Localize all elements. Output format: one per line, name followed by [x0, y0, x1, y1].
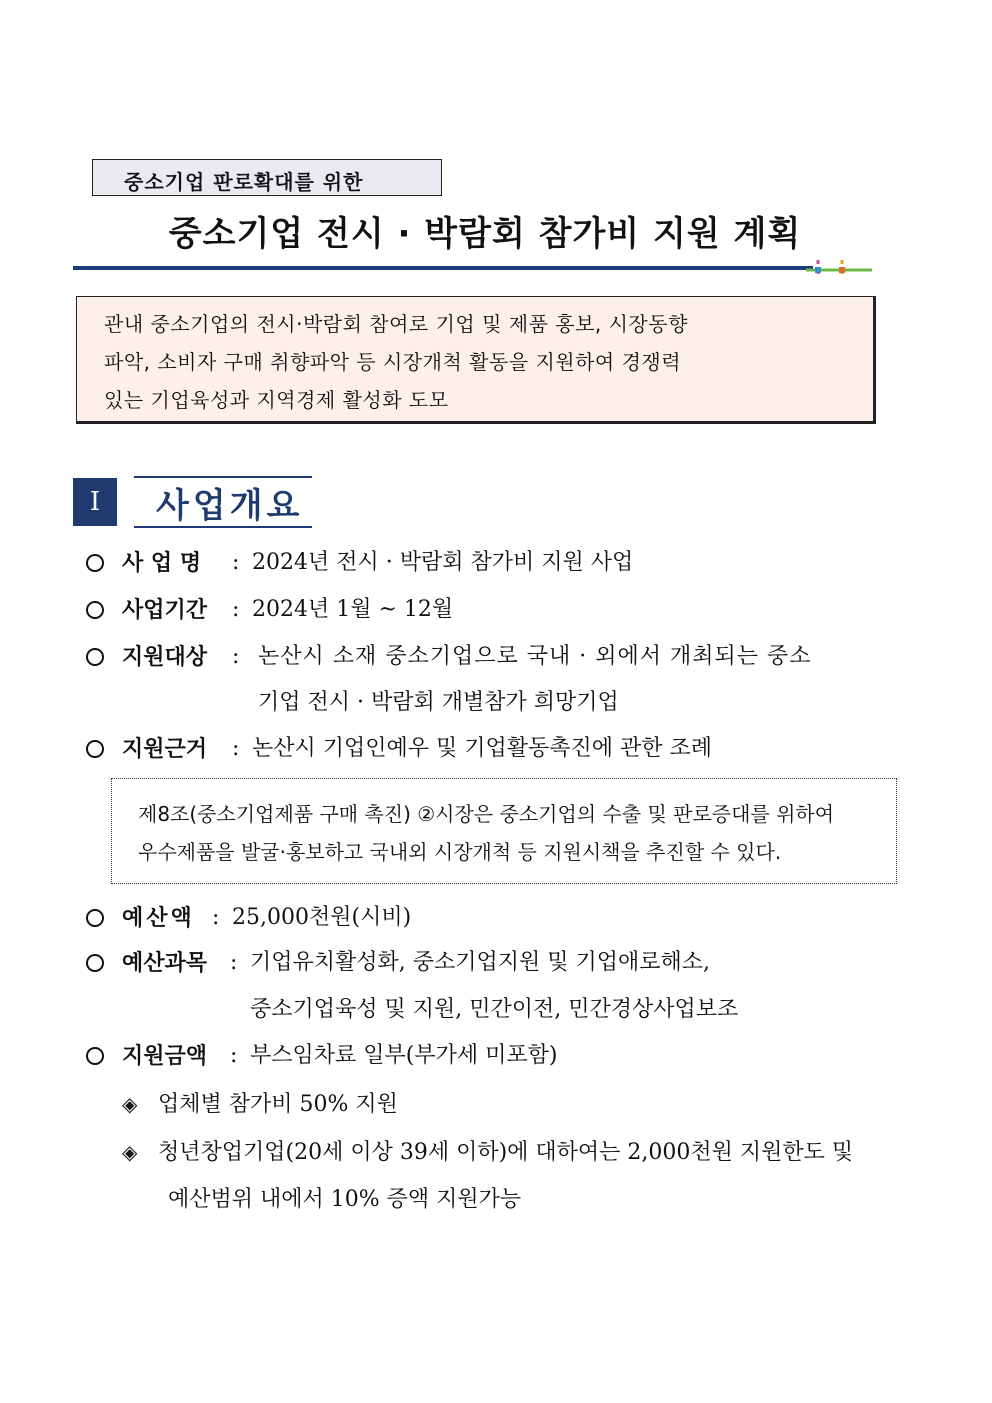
item-budget-label: 예산액	[122, 905, 195, 931]
purpose-line-2: 파악, 소비자 구매 취향파악 등 시장개척 활동을 지원하여 경쟁력	[104, 350, 682, 374]
decorative-dots-icon	[806, 256, 874, 284]
item-name-sep: :	[232, 550, 240, 575]
diamond-bullet-icon: ◈	[122, 1140, 138, 1164]
law-line-2: 우수제품을 발굴·홍보하고 국내외 시장개척 등 지원시책을 추진할 수 있다.	[138, 840, 782, 864]
circle-bullet-icon	[86, 601, 104, 619]
item-target-sep: :	[232, 644, 240, 669]
circle-bullet-icon	[86, 954, 104, 972]
item-target-value-cont: 기업 전시 · 박람회 개별참가 희망기업	[258, 690, 619, 715]
title-underline	[73, 266, 813, 270]
item-budget-value: 25,000천원(시비)	[232, 905, 412, 930]
sub-item-2: 청년창업기업(20세 이상 39세 이하)에 대하여는 2,000천원 지원한도 및	[158, 1140, 854, 1165]
circle-bullet-icon	[86, 554, 104, 572]
item-amount-sep: :	[230, 1043, 238, 1068]
item-account-value-cont: 중소기업육성 및 지원, 민간이전, 민간경상사업보조	[250, 997, 739, 1022]
circle-bullet-icon	[86, 648, 104, 666]
item-basis-label: 지원근거	[122, 736, 208, 762]
sub-item-1: 업체별 참가비 50% 지원	[158, 1092, 398, 1117]
section-number: I	[73, 478, 117, 526]
diamond-bullet-icon: ◈	[122, 1092, 138, 1116]
item-account-label: 예산과목	[122, 950, 208, 976]
circle-bullet-icon	[86, 909, 104, 927]
item-target-value: 논산시 소재 중소기업으로 국내 · 외에서 개최되는 중소	[258, 644, 812, 669]
law-line-1: 제8조(중소기업제품 구매 촉진) ②시장은 중소기업의 수출 및 판로증대를 위하여	[138, 802, 835, 826]
item-period-value: 2024년 1월 ~ 12월	[252, 597, 454, 622]
item-amount-label: 지원금액	[122, 1043, 208, 1069]
item-account-sep: :	[230, 950, 238, 975]
page-title: 중소기업 전시 · 박람회 참가비 지원 계획	[168, 214, 802, 254]
section-title: 사업개요	[156, 486, 304, 526]
item-basis-value: 논산시 기업인예우 및 기업활동촉진에 관한 조례	[252, 736, 713, 761]
law-excerpt-box	[111, 778, 897, 884]
item-amount-value: 부스임차료 일부(부가세 미포함)	[250, 1043, 558, 1068]
item-name-value: 2024년 전시 · 박람회 참가비 지원 사업	[252, 550, 634, 575]
item-basis-sep: :	[232, 736, 240, 761]
circle-bullet-icon	[86, 1047, 104, 1065]
item-target-label: 지원대상	[122, 644, 208, 670]
item-period-sep: :	[232, 597, 240, 622]
subtitle: 중소기업 판로확대를 위한	[124, 170, 364, 194]
sub-item-2-cont: 예산범위 내에서 10% 증액 지원가능	[168, 1187, 522, 1212]
purpose-line-3: 있는 기업육성과 지역경제 활성화 도모	[104, 388, 449, 412]
item-account-value: 기업유치활성화, 중소기업지원 및 기업애로해소,	[250, 950, 711, 975]
item-budget-sep: :	[212, 905, 220, 930]
item-period-label: 사업기간	[122, 597, 208, 623]
circle-bullet-icon	[86, 740, 104, 758]
purpose-line-1: 관내 중소기업의 전시·박람회 참여로 기업 및 제품 홍보, 시장동향	[104, 312, 688, 336]
item-name-label: 사 업 명	[122, 550, 202, 576]
